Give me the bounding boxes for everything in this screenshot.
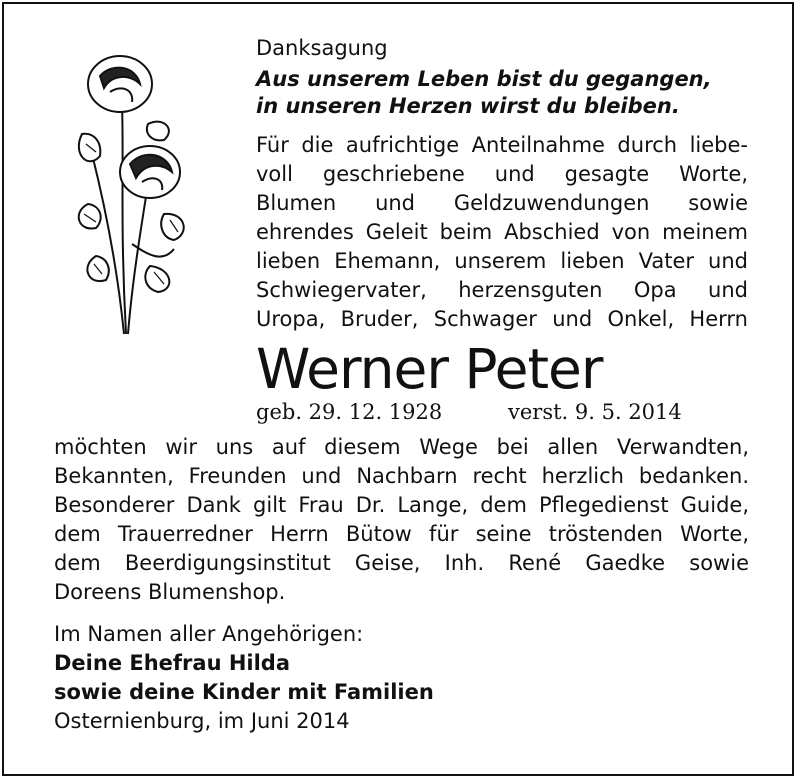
place-date: Osternienburg, im Juni 2014 [54, 709, 350, 733]
intro-line: voll geschriebene und gesagte Worte, [256, 162, 748, 186]
thanks-line: Besonderer Dank gilt Frau Dr. Lange, dem Pflegedienst Guide, [54, 493, 749, 517]
signatory-line: sowie deine Kinder mit Familien [54, 680, 434, 704]
thanks-paragraph [54, 433, 749, 607]
signatory-line: Deine Ehefrau Hilda [54, 651, 291, 675]
rose-illustration [52, 44, 202, 344]
intro-line: ehrendes Geleit beim Abschied von meinem [256, 220, 748, 244]
thanks-line: dem Beerdigungsinstitut Geise, Inh. René Gaedke sowie [54, 551, 749, 575]
notice-heading: Danksagung [256, 36, 388, 60]
signoff-block [54, 620, 434, 707]
motto-line-2: in unseren Herzen wirst du bleiben. [256, 94, 680, 118]
signoff-text: Im Namen aller Angehörigen: [54, 622, 364, 646]
thanks-line: möchten wir uns auf diesem Wege bei allen Verwandten, [54, 435, 749, 459]
motto-line-1: Aus unserem Leben bist du gegangen, [256, 67, 712, 91]
intro-line: lieben Ehemann, unserem lieben Vater und [256, 249, 748, 273]
thanks-line: Doreens Blumenshop. [54, 580, 286, 604]
intro-line: Blumen und Geldzuwendungen sowie [256, 191, 748, 215]
thanks-line: dem Trauerredner Herrn Bütow für seine tröstenden Worte, [54, 522, 749, 546]
intro-line: Für die aufrichtige Anteilnahme durch liebe- [256, 133, 748, 157]
intro-paragraph [256, 131, 748, 334]
intro-line: Schwiegervater, herzensguten Opa und [256, 278, 748, 302]
death-date: verst. 9. 5. 2014 [508, 400, 682, 424]
intro-line: Uropa, Bruder, Schwager und Onkel, Herrn [256, 307, 748, 331]
thanks-line: Bekannten, Freunden und Nachbarn recht herzlich bedanken. [54, 464, 749, 488]
birth-date: geb. 29. 12. 1928 [256, 400, 443, 424]
deceased-name: Werner Peter [256, 337, 603, 401]
